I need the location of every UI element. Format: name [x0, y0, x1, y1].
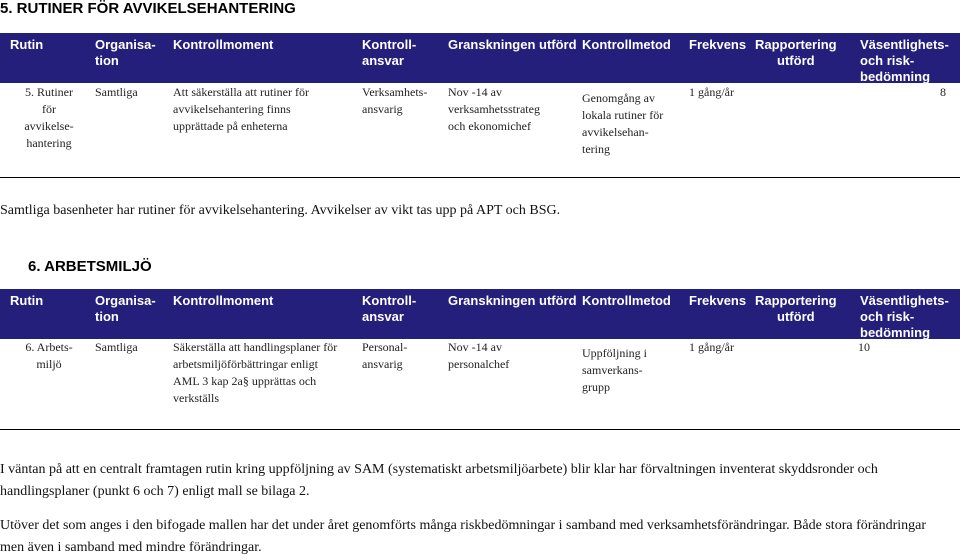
- col-header-frekvens: Frekvens: [689, 293, 747, 308]
- row-kontrollmoment: Att säkerställa att rutiner för avvikelsehantering finns upprättade på enheterna: [173, 85, 309, 133]
- col-header-vasentlighet: Väsentlighets- och risk- bedömning: [860, 293, 949, 340]
- col-header-organisation: Organisa- tion: [95, 293, 156, 324]
- col-header-rapportering: Rapportering utförd: [755, 293, 837, 324]
- table-bottom-rule: [0, 429, 960, 430]
- row-frekvens: 1 gång/år: [689, 85, 734, 99]
- table-bottom-rule: [0, 177, 960, 178]
- row-granskning: Nov -14 av personalchef: [448, 340, 510, 371]
- row-organisation: Samtliga: [95, 340, 138, 354]
- row-granskning: Nov -14 av verksamhetsstrateg och ekonomichef: [448, 85, 540, 133]
- col-header-vasentlighet: Väsentlighets- och risk- bedömning: [860, 37, 949, 84]
- col-header-kontrollmoment: Kontrollmoment: [173, 293, 274, 308]
- row-kontrollmetod: Genomgång av lokala rutiner för avvikelsehan- tering: [582, 91, 664, 156]
- col-header-frekvens: Frekvens: [689, 37, 747, 52]
- col-header-granskning: Granskningen utförd: [448, 37, 577, 52]
- col-header-kontrollansvar: Kontroll- ansvar: [362, 37, 417, 68]
- row-organisation: Samtliga: [95, 85, 138, 99]
- col-header-granskning: Granskningen utförd: [448, 293, 577, 308]
- section-5-note: Samtliga basenheter har rutiner för avvikelsehantering. Avvikelser av vikt tas upp på APT och BSG.: [0, 203, 561, 218]
- col-header-rutin: Rutin: [10, 37, 44, 52]
- row-rutin: 5. Rutiner för avvikelse- hantering: [24, 85, 74, 150]
- section-6-paragraph-1: I väntan på att en centralt framtagen rutin kring uppföljning av SAM (systematiskt arbetsmiljöarbete) blir klar har förvaltningen inventerat skyddsronder och handlingsplaner (punkt 6 och 7) enligt mall se bilaga 2.: [0, 462, 878, 499]
- col-header-kontrollansvar: Kontroll- ansvar: [362, 293, 417, 324]
- row-kontrollansvar: Personal- ansvarig: [362, 340, 408, 371]
- col-header-kontrollmetod: Kontrollmetod: [582, 37, 671, 52]
- row-vasentlighet: 8: [940, 85, 946, 99]
- col-header-rutin: Rutin: [10, 293, 44, 308]
- section-6-title: 6. ARBETSMILJÖ: [28, 258, 152, 275]
- col-header-organisation: Organisa- tion: [95, 37, 156, 68]
- row-rutin: 6. Arbets- miljö: [25, 340, 73, 371]
- row-frekvens: 1 gång/år: [689, 340, 734, 354]
- section-5-title: 5. RUTINER FÖR AVVIKELSEHANTERING: [0, 0, 296, 17]
- col-header-kontrollmoment: Kontrollmoment: [173, 37, 274, 52]
- col-header-kontrollmetod: Kontrollmetod: [582, 293, 671, 308]
- section-6-paragraph-2: Utöver det som anges i den bifogade mallen har det under året genomförts många riskbedömningar i samband med verksamhetsförändringar. Både stora förändringar men även i samband med mindre förändringar.: [0, 518, 927, 555]
- row-vasentlighet: 10: [858, 340, 870, 354]
- row-kontrollmoment: Säkerställa att handlingsplaner för arbetsmiljöförbättringar enligt AML 3 kap 2a§ upprättas och verkställs: [173, 340, 338, 405]
- row-kontrollmetod: Uppföljning i samverkans- grupp: [582, 346, 647, 394]
- row-kontrollansvar: Verksamhets- ansvarig: [362, 85, 428, 116]
- col-header-rapportering: Rapportering utförd: [755, 37, 837, 68]
